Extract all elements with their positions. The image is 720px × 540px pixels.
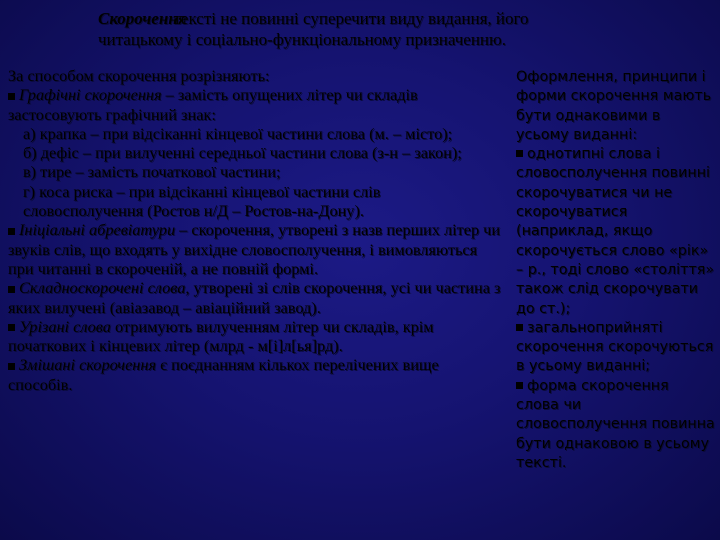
list-item [8, 220, 503, 278]
item-text: однотипні слова і словосполучення повинні скорочуватися чи не скорочуватися (наприклад, якщо скорочується слово «рік» – р., тоді слово «століття» також слід скорочувати до ст.); [516, 146, 715, 317]
item-text: – замість опущених літер чи складів застосовують графічний знак: [8, 85, 418, 124]
item-term: Ініціальні абревіатури [19, 220, 176, 240]
item-term: Урізані слова [19, 316, 111, 336]
item-term: Графічні скорочення [19, 85, 162, 105]
item-term: Складноскорочені слова, [19, 278, 190, 298]
left-column [8, 66, 503, 394]
list-item [516, 319, 716, 377]
square-bullet-icon [8, 363, 15, 370]
right-column [516, 68, 716, 473]
list-item [8, 85, 503, 124]
square-bullet-icon [8, 286, 15, 293]
list-item [8, 317, 503, 356]
sub-item-d: г) коса риска – при відсіканні кінцевої частини слів словосполучення (Ростов н/Д – Ростов-на-Дону). [23, 181, 381, 221]
square-bullet-icon [516, 324, 523, 331]
slide-header [98, 8, 658, 50]
square-bullet-icon [516, 382, 523, 389]
item-text: є поєднанням кількох перелічених вище способів. [8, 355, 439, 394]
item-text: загальноприйняті скорочення скорочуються в усьому виданні; [516, 319, 714, 375]
square-bullet-icon [8, 228, 15, 235]
sub-item-a: а) крапка – при відсіканні кінцевої частини слова (м. – місто); [23, 123, 453, 143]
header-term: Скорочення [98, 9, 187, 28]
right-intro: Оформлення, принципи і форми скорочення мають бути однаковими в усьому виданні: [516, 69, 712, 143]
item-text: – скорочення, утворені з назв перших літер чи звуків слів, що входять у вихідне словосполучення, і вимовляються при читанні в скороченій, а не повній формі. [8, 220, 501, 278]
square-bullet-icon [8, 93, 15, 100]
item-text: утворені зі слів скорочення, усі чи частина з яких вилучені (авіазавод – авіаційний завод). [8, 278, 501, 317]
square-bullet-icon [8, 324, 15, 331]
left-intro: За способом скорочення розрізняють: [8, 66, 270, 85]
sub-item-c: в) тире – замість початкової частини; [23, 162, 281, 182]
list-item [8, 278, 503, 317]
item-text: форма скорочення слова чи словосполучення повинна бути однаковою в усьому тексті. [516, 377, 715, 471]
list-item [516, 377, 716, 473]
item-text: отримують вилученням літер чи складів, крім початкових і кінцевих літер (млрд - м[і]л[ья]рд). [8, 316, 434, 356]
list-item [8, 355, 503, 394]
square-bullet-icon [516, 150, 523, 157]
header-line-1 [98, 8, 658, 29]
sub-item-b: б) дефіс – при вилученні середньої частини слова (з-н – закон); [23, 143, 462, 163]
header-line-2: читацькому і соціально-функціональному призначенню. [98, 30, 506, 49]
header-line1-rest: тексті не повинні суперечити виду видання, його [173, 9, 529, 28]
item-term: Змішані скорочення [19, 355, 157, 375]
list-item [516, 145, 716, 319]
